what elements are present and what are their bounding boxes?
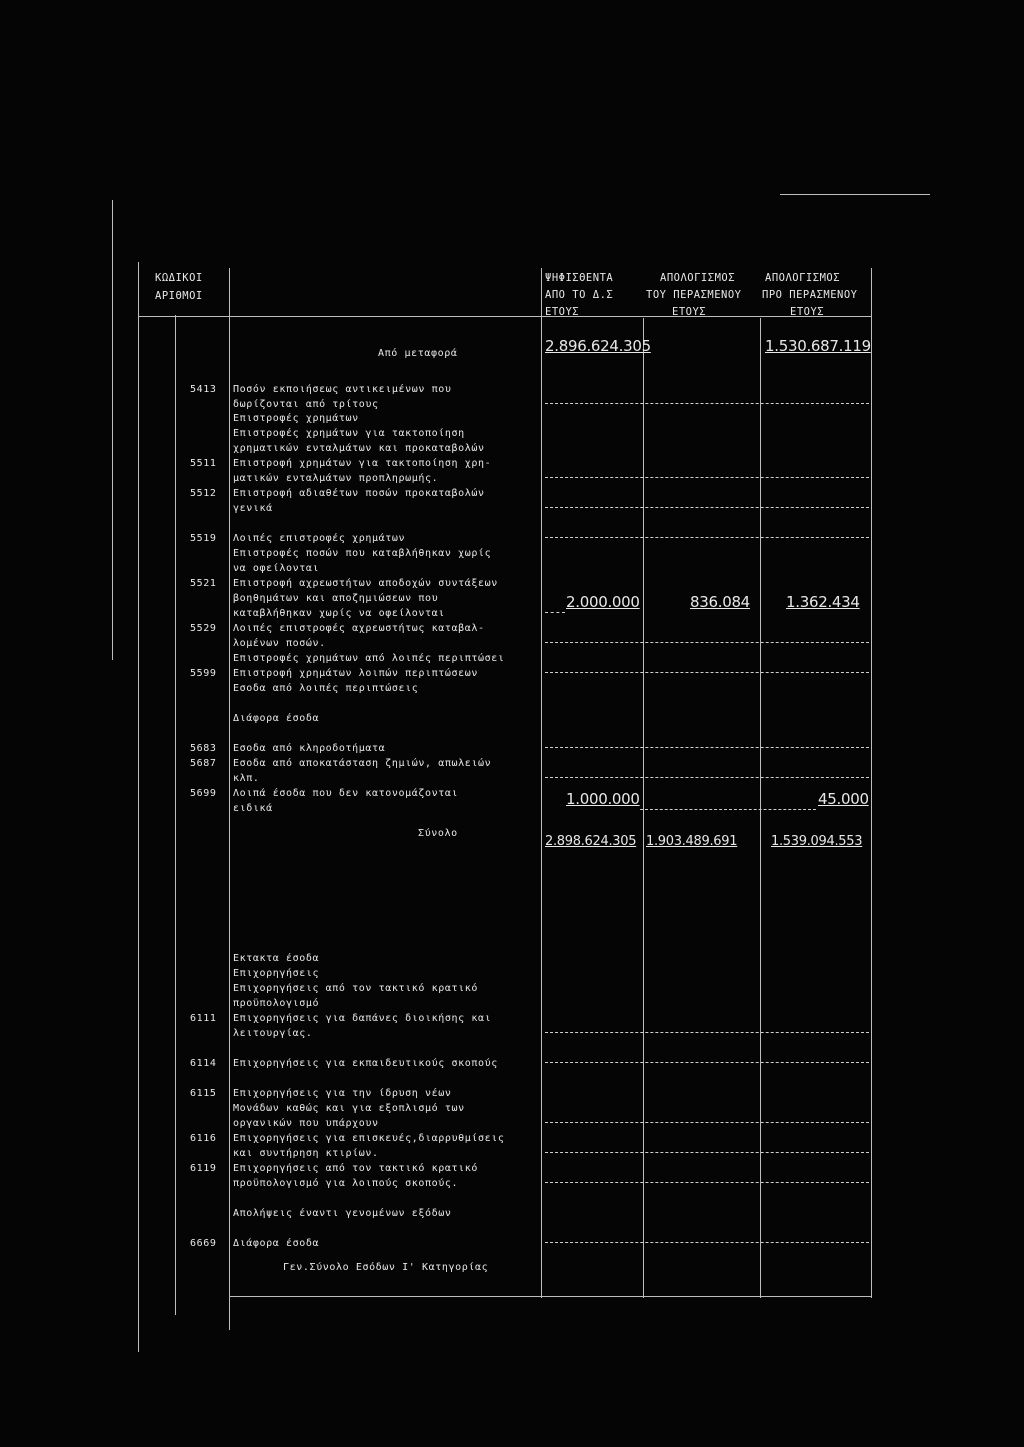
account-description: Απολήψεις έναντι γενομένων εξόδων bbox=[233, 1208, 452, 1219]
account-description: Επιστροφές χρημάτων από λοιπές περιπτώσει bbox=[233, 653, 505, 664]
dash-6669-a bbox=[545, 1242, 869, 1243]
dash-5519-a bbox=[545, 537, 869, 538]
account-description: Επιχορηγήσεις για την ίδρυση νέων bbox=[233, 1088, 452, 1099]
dash-5512-a bbox=[545, 507, 869, 508]
dash-5413-a bbox=[545, 403, 869, 404]
header-prev-line-3: ΕΤΟΥΣ bbox=[672, 306, 707, 318]
account-description: Επιστροφές χρημάτων bbox=[233, 413, 359, 424]
frame-right bbox=[871, 268, 872, 1298]
account-description: οργανικών που υπάρχουν bbox=[233, 1118, 379, 1129]
header-prevprev-line-1: ΑΠΟΛΟΓΙΣΜΟΣ bbox=[765, 272, 841, 284]
account-description: Επιστροφή χρημάτων για τακτοποίηση χρη- bbox=[233, 458, 492, 469]
account-description: Λοιπές επιστροφές χρημάτων bbox=[233, 533, 406, 544]
col-divider-voted bbox=[541, 268, 542, 1298]
account-code: 5511 bbox=[190, 458, 217, 469]
account-description: χρηματικών ενταλμάτων και προκαταβολών bbox=[233, 443, 485, 454]
dash-5529-a bbox=[545, 642, 869, 643]
dash-6114-a bbox=[545, 1062, 869, 1063]
account-code: 5683 bbox=[190, 743, 217, 754]
account-description: Εσοδα από λοιπές περιπτώσεις bbox=[233, 683, 419, 694]
totals-prevprev: 1.539.094.553 bbox=[771, 834, 863, 849]
dash-6111-a bbox=[545, 1032, 869, 1033]
amount-5521-voted: 2.000.000 bbox=[566, 593, 640, 611]
frame-left-outer bbox=[112, 200, 113, 660]
header-prevprev-line-2: ΠΡΟ ΠΕΡΑΣΜΕΝΟΥ bbox=[762, 289, 858, 301]
top-rule bbox=[780, 194, 930, 195]
dash-5687-a bbox=[545, 777, 869, 778]
account-description: βοηθημάτων και αποζημιώσεων που bbox=[233, 593, 439, 604]
header-prev-line-1: ΑΠΟΛΟΓΙΣΜΟΣ bbox=[660, 272, 736, 284]
account-description: Διάφορα έσοδα bbox=[233, 713, 320, 724]
header-codes-label-2: ΑΡΙΘΜΟΙ bbox=[155, 290, 203, 302]
account-code: 5519 bbox=[190, 533, 217, 544]
account-description: Επιχορηγήσεις για εκπαιδευτικούς σκοπούς bbox=[233, 1058, 498, 1069]
account-description: Επιστροφή αδιαθέτων ποσών προκαταβολών bbox=[233, 488, 485, 499]
header-voted-line-3: ΕΤΟΥΣ bbox=[545, 306, 580, 318]
account-code: 6119 bbox=[190, 1163, 217, 1174]
dash-6116-a bbox=[545, 1152, 869, 1153]
col-divider-prev-year bbox=[643, 318, 644, 1298]
account-description: Επιχορηγήσεις για δαπάνες διοικήσης και bbox=[233, 1013, 492, 1024]
header-bottom-rule bbox=[139, 316, 871, 317]
totals-label: Σύνολο bbox=[418, 828, 458, 839]
account-description: κλπ. bbox=[233, 773, 260, 784]
totals-prev: 1.903.489.691 bbox=[646, 834, 738, 849]
dash-5521-lead bbox=[545, 612, 565, 613]
account-description: Ποσόν εκποιήσεως αντικειμένων που bbox=[233, 384, 452, 395]
account-description: Λοιπές επιστροφές αχρεωστήτως καταβαλ- bbox=[233, 623, 485, 634]
header-voted-line-1: ΨΗΦΙΣΘΕΝΤΑ bbox=[545, 272, 614, 284]
account-description: ειδικά bbox=[233, 803, 273, 814]
carry-forward-label: Από μεταφορά bbox=[378, 348, 458, 359]
account-description: καταβλήθηκαν χωρίς να οφείλονται bbox=[233, 608, 445, 619]
dash-6115-a bbox=[545, 1122, 869, 1123]
dash-5683-a bbox=[545, 747, 869, 748]
account-description: Εκτακτα έσοδα bbox=[233, 953, 320, 964]
col-divider-prev-prev-year bbox=[760, 318, 761, 1298]
account-description: λειτουργίας. bbox=[233, 1028, 313, 1039]
header-prevprev-line-3: ΕΤΟΥΣ bbox=[790, 306, 825, 318]
account-description: Μονάδων καθώς και για εξοπλισμό των bbox=[233, 1103, 465, 1114]
dash-5511-a bbox=[545, 477, 869, 478]
grand-total-label: Γεν.Σύνολο Εσόδων Ι' Κατηγορίας bbox=[283, 1262, 489, 1273]
frame-left-inner bbox=[138, 262, 139, 1352]
account-code: 6115 bbox=[190, 1088, 217, 1099]
account-description: Λοιπά έσοδα που δεν κατονομάζονται bbox=[233, 788, 459, 799]
account-description: γενικά bbox=[233, 503, 273, 514]
account-code: 6116 bbox=[190, 1133, 217, 1144]
totals-voted: 2.898.624.305 bbox=[545, 834, 637, 849]
account-description: Διάφορα έσοδα bbox=[233, 1238, 320, 1249]
account-code: 5512 bbox=[190, 488, 217, 499]
account-description: και συντήρηση κτιρίων. bbox=[233, 1148, 379, 1159]
account-description: προϋπολογισμό για λοιπούς σκοπούς. bbox=[233, 1178, 459, 1189]
account-code: 5699 bbox=[190, 788, 217, 799]
account-description: Επιστροφή χρημάτων λοιπών περιπτώσεων bbox=[233, 668, 478, 679]
dash-5599-a bbox=[545, 672, 869, 673]
account-description: Επιχορηγήσεις από τον τακτικό κρατικό bbox=[233, 1163, 478, 1174]
account-description: Επιστροφές ποσών που καταβλήθηκαν χωρίς bbox=[233, 548, 492, 559]
header-voted-line-2: ΑΠΟ ΤΟ Δ.Σ bbox=[545, 289, 614, 301]
account-description: ματικών ενταλμάτων προπληρωμής. bbox=[233, 473, 439, 484]
amount-5521-prevprev: 1.362.434 bbox=[786, 593, 860, 611]
account-description: Επιστροφές χρημάτων για τακτοποίηση bbox=[233, 428, 465, 439]
frame-left-codes bbox=[175, 315, 176, 1315]
account-description: προϋπολογισμό bbox=[233, 998, 320, 1009]
account-code: 5687 bbox=[190, 758, 217, 769]
account-description: λομένων ποσών. bbox=[233, 638, 326, 649]
account-description: Επιχορηγήσεις από τον τακτικό κρατικό bbox=[233, 983, 478, 994]
dash-5699-mid bbox=[640, 809, 816, 810]
bottom-rule bbox=[229, 1296, 871, 1297]
amount-5521-prev: 836.084 bbox=[690, 593, 750, 611]
account-code: 5521 bbox=[190, 578, 217, 589]
account-code: 5599 bbox=[190, 668, 217, 679]
header-prev-line-2: ΤΟΥ ΠΕΡΑΣΜΕΝΟΥ bbox=[646, 289, 742, 301]
account-code: 5413 bbox=[190, 384, 217, 395]
header-codes-label-1: ΚΩΔΙΚΟΙ bbox=[155, 272, 203, 284]
account-description: Εσοδα από αποκατάσταση ζημιών, απωλειών bbox=[233, 758, 492, 769]
account-description: Επιχορηγήσεις για επισκευές,διαρρυθμίσεις bbox=[233, 1133, 505, 1144]
account-code: 6111 bbox=[190, 1013, 217, 1024]
account-code: 5529 bbox=[190, 623, 217, 634]
account-code: 6669 bbox=[190, 1238, 217, 1249]
account-description: Εσοδα από κληροδοτήματα bbox=[233, 743, 386, 754]
carry-forward-voted: 2.896.624.305 bbox=[545, 337, 651, 355]
account-description: Επιχορηγήσεις bbox=[233, 968, 320, 979]
amount-5699-voted: 1.000.000 bbox=[566, 790, 640, 808]
col-divider-description bbox=[229, 268, 230, 1330]
carry-forward-prevprev: 1.530.687.119 bbox=[765, 337, 871, 355]
account-code: 6114 bbox=[190, 1058, 217, 1069]
dash-6119-a bbox=[545, 1182, 869, 1183]
account-description: Επιστροφή αχρεωστήτων αποδοχών συντάξεων bbox=[233, 578, 498, 589]
account-description: να οφείλονται bbox=[233, 563, 320, 574]
amount-5699-prevprev: 45.000 bbox=[818, 790, 869, 808]
account-description: δωρίζονται από τρίτους bbox=[233, 399, 379, 410]
